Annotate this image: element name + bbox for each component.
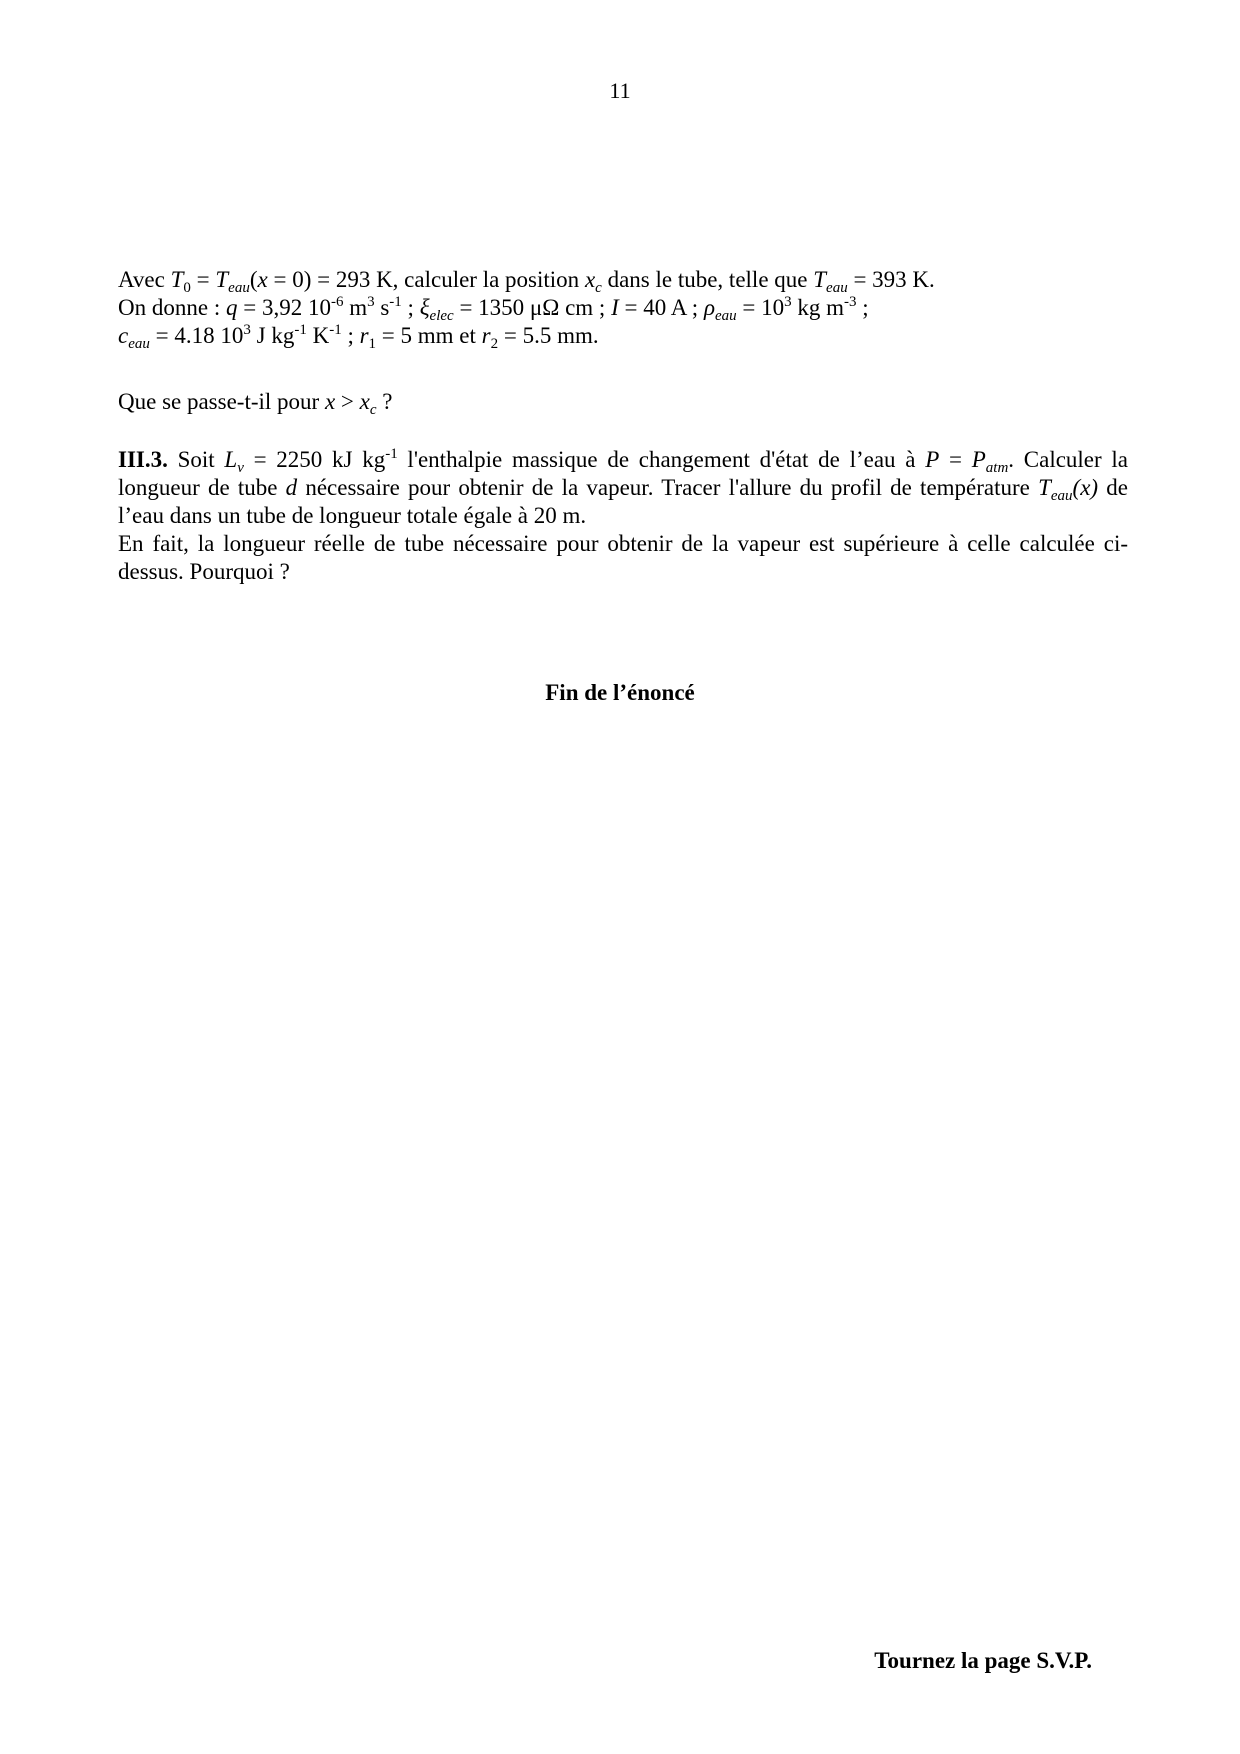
symbol-r: r (481, 323, 491, 348)
text-segment: = 5 mm et (376, 323, 482, 348)
symbol-T: T (170, 267, 184, 292)
page-number: 11 (609, 78, 631, 103)
section-label: III.3. (118, 447, 168, 472)
symbol-x: (x) (1072, 475, 1099, 500)
text-segment: = 10 (736, 295, 785, 320)
symbol-T: T (813, 267, 827, 292)
symbol-rho: ρ (703, 295, 715, 320)
text-segment: . Calculer la longueur de tube (118, 447, 1129, 500)
section-III3 (118, 446, 1128, 586)
question-followup (118, 388, 1128, 416)
symbol-x: x (257, 267, 268, 292)
text-segment: = 2250 kJ kg (243, 447, 386, 472)
superscript: -1 (329, 322, 342, 338)
subscript: eau (128, 336, 150, 352)
text-segment: = 4.18 10 (149, 323, 244, 348)
text-segment: > (335, 389, 360, 414)
subscript: eau (1050, 488, 1073, 504)
end-label: Fin de l’énoncé (545, 680, 695, 705)
text-segment: ; (856, 295, 869, 320)
text-segment: = (190, 267, 216, 292)
question-line-2 (118, 294, 1128, 322)
superscript: -1 (294, 322, 307, 338)
subscript: c (595, 280, 602, 296)
text-segment: Que se passe-t-il pour (118, 389, 325, 414)
symbol-x: x (359, 389, 370, 414)
text-segment: s (374, 295, 390, 320)
text-segment: kg m (791, 295, 845, 320)
text-segment: K (306, 323, 330, 348)
subscript: v (237, 460, 244, 476)
symbol-T: T (215, 267, 229, 292)
superscript: -1 (385, 446, 398, 462)
text-segment: ( (249, 267, 258, 292)
text-segment: = 0) = 293 K, calculer la position (267, 267, 585, 292)
symbol-T: T (1038, 475, 1051, 500)
superscript: 3 (784, 294, 792, 310)
text-segment: Avec (118, 267, 171, 292)
footer-label: Tournez la page S.V.P. (874, 1648, 1092, 1673)
symbol-q: q (225, 295, 238, 320)
symbol-P: P (925, 447, 940, 472)
text-segment: On donne : (118, 295, 226, 320)
symbol-I: I (611, 295, 619, 320)
subscript: c (369, 402, 377, 418)
symbol-d: d (285, 475, 298, 500)
text-segment: nécessaire pour obtenir de la vapeur. Tracer l'allure du profil de température (297, 475, 1039, 500)
text-segment: de l’eau dans un tube de longueur totale égale à 20 m. (118, 475, 1128, 528)
text-segment: m (343, 295, 368, 320)
text-segment: = 3,92 10 (237, 295, 331, 320)
symbol-x: x (584, 267, 596, 292)
text-segment: ; (341, 323, 360, 348)
symbol-c: c (118, 323, 129, 348)
symbol-x: x (324, 389, 336, 414)
subscript: 1 (368, 336, 377, 352)
text-segment: = 393 K. (847, 267, 935, 292)
subscript: eau (228, 280, 250, 296)
text-segment: ; (401, 295, 420, 320)
superscript: 3 (367, 294, 375, 310)
text-segment: dans le tube, telle que (601, 267, 814, 292)
symbol-r: r (359, 323, 369, 348)
text-segment: Soit (167, 447, 225, 472)
question-line-3 (118, 322, 1128, 350)
text-segment: = 1350 μΩ cm ; (453, 295, 612, 320)
text-segment: J kg (250, 323, 295, 348)
subscript: eau (714, 308, 737, 324)
text-segment: l'enthalpie massique de changement d'état de l’eau à (397, 447, 926, 472)
subscript: elec (429, 308, 454, 324)
question-line-1 (118, 266, 1128, 294)
superscript: 3 (243, 322, 251, 338)
superscript: -3 (844, 294, 857, 310)
question-block (118, 266, 1128, 350)
subscript: 0 (183, 280, 191, 296)
subscript: 2 (490, 336, 499, 352)
section-III3-paragraph-2: En fait, la longueur réelle de tube nécessaire pour obtenir de la vapeur est supérieure à celle calculée ci-dessus. Pourquoi ? (118, 531, 1128, 584)
symbol-P: P (971, 447, 986, 472)
superscript: -6 (330, 294, 344, 310)
subscript: eau (826, 280, 848, 296)
superscript: -1 (389, 294, 402, 310)
section-III3-paragraph-1 (118, 446, 1128, 530)
text-segment: = 5.5 mm. (498, 323, 599, 348)
symbol-L: L (224, 447, 238, 472)
subscript: atm (985, 460, 1009, 476)
text-segment: ? (376, 389, 393, 414)
text-segment: = 40 A ; (618, 295, 704, 320)
symbol-xi: ξ (419, 295, 430, 320)
text-segment: = (939, 447, 972, 472)
